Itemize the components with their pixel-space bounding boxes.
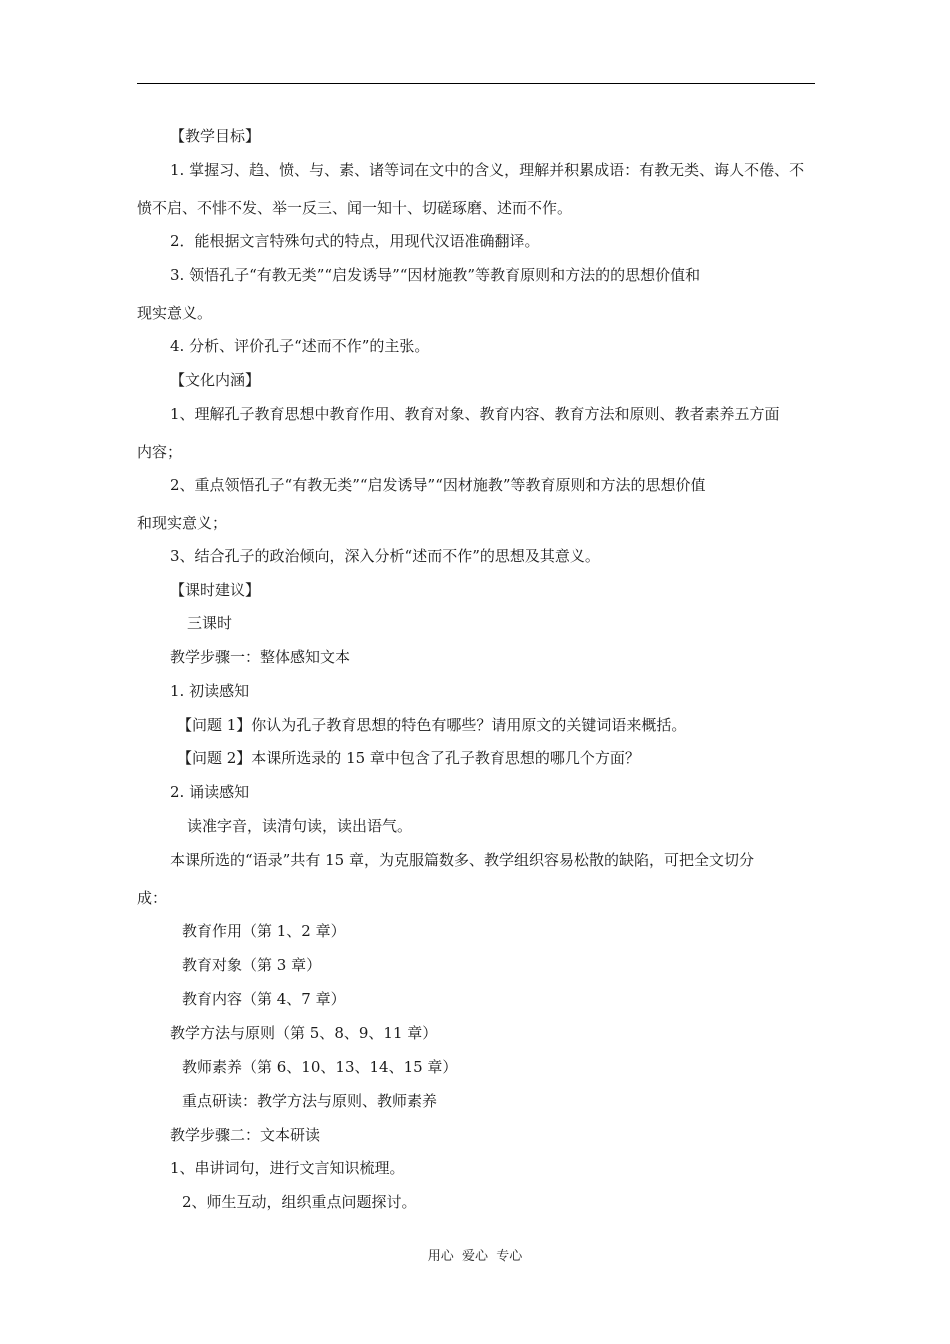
objective-3-line-1: 3. 领悟孔子“有教无类”“启发诱导”“因材施教”等教育原则和方法的的思想价值和 (170, 266, 701, 284)
culture-3: 3、结合孔子的政治倾向，深入分析“述而不作”的思想及其意义。 (170, 547, 600, 565)
division-item: 教学方法与原则（第 5、8、9、11 章） (170, 1024, 438, 1042)
step1-heading: 教学步骤一：整体感知文本 (170, 648, 351, 666)
division-paragraph-line-1: 本课所选的“语录”共有 15 章，为克服篇数多、教学组织容易松散的缺陷，可把全文切分 (170, 851, 754, 869)
step2-heading: 教学步骤二：文本研读 (170, 1126, 321, 1144)
question-1: 【问题 1】你认为孔子教育思想的特色有哪些？请用原文的关键词语来概括。 (177, 716, 687, 734)
division-item: 教育内容（第 4、7 章） (182, 990, 346, 1008)
division-paragraph-line-2: 成： (137, 889, 168, 907)
objective-4: 4. 分析、评价孔子“述而不作”的主张。 (170, 337, 430, 355)
division-item: 教育作用（第 1、2 章） (182, 922, 346, 940)
step2-item-1: 1、串讲词句，进行文言知识梳理。 (170, 1159, 405, 1177)
header-rule (137, 83, 815, 84)
page-footer: 用心 爱心 专心 (427, 1249, 523, 1264)
division-item: 重点研读：教学方法与原则、教师素养 (182, 1092, 438, 1110)
step2-item-2: 2、师生互动，组织重点问题探讨。 (182, 1193, 417, 1211)
reading-instruction: 读准字音，读清句读，读出语气。 (187, 817, 413, 835)
step1-sub-2: 2. 诵读感知 (170, 783, 250, 801)
culture-2-line-2: 和现实意义； (137, 514, 228, 532)
objective-1-line-2: 愤不启、不悱不发、举一反三、闻一知十、切磋琢磨、述而不作。 (137, 199, 573, 217)
objectives-heading: 【教学目标】 (170, 127, 261, 145)
culture-1-line-1: 1、理解孔子教育思想中教育作用、教育对象、教育内容、教育方法和原则、教者素养五方面 (170, 405, 780, 423)
culture-2-line-1: 2、重点领悟孔子“有教无类”“启发诱导”“因材施教”等教育原则和方法的思想价值 (170, 476, 706, 494)
division-item: 教育对象（第 3 章） (182, 956, 322, 974)
culture-1-line-2: 内容； (137, 443, 183, 461)
hours-heading: 【课时建议】 (170, 581, 261, 599)
hours-value: 三课时 (187, 614, 233, 632)
question-2: 【问题 2】本课所选录的 15 章中包含了孔子教育思想的哪几个方面？ (177, 749, 640, 767)
culture-heading: 【文化内涵】 (170, 371, 261, 389)
division-item: 教师素养（第 6、10、13、14、15 章） (182, 1058, 458, 1076)
objective-2: 2．能根据文言特殊句式的特点，用现代汉语准确翻译。 (170, 232, 540, 250)
objective-1-line-1: 1. 掌握习、趋、愤、与、素、诸等词在文中的含义，理解并积累成语：有教无类、诲人不倦、不 (170, 161, 805, 179)
objective-3-line-2: 现实意义。 (137, 304, 213, 322)
step1-sub-1: 1. 初读感知 (170, 682, 250, 700)
